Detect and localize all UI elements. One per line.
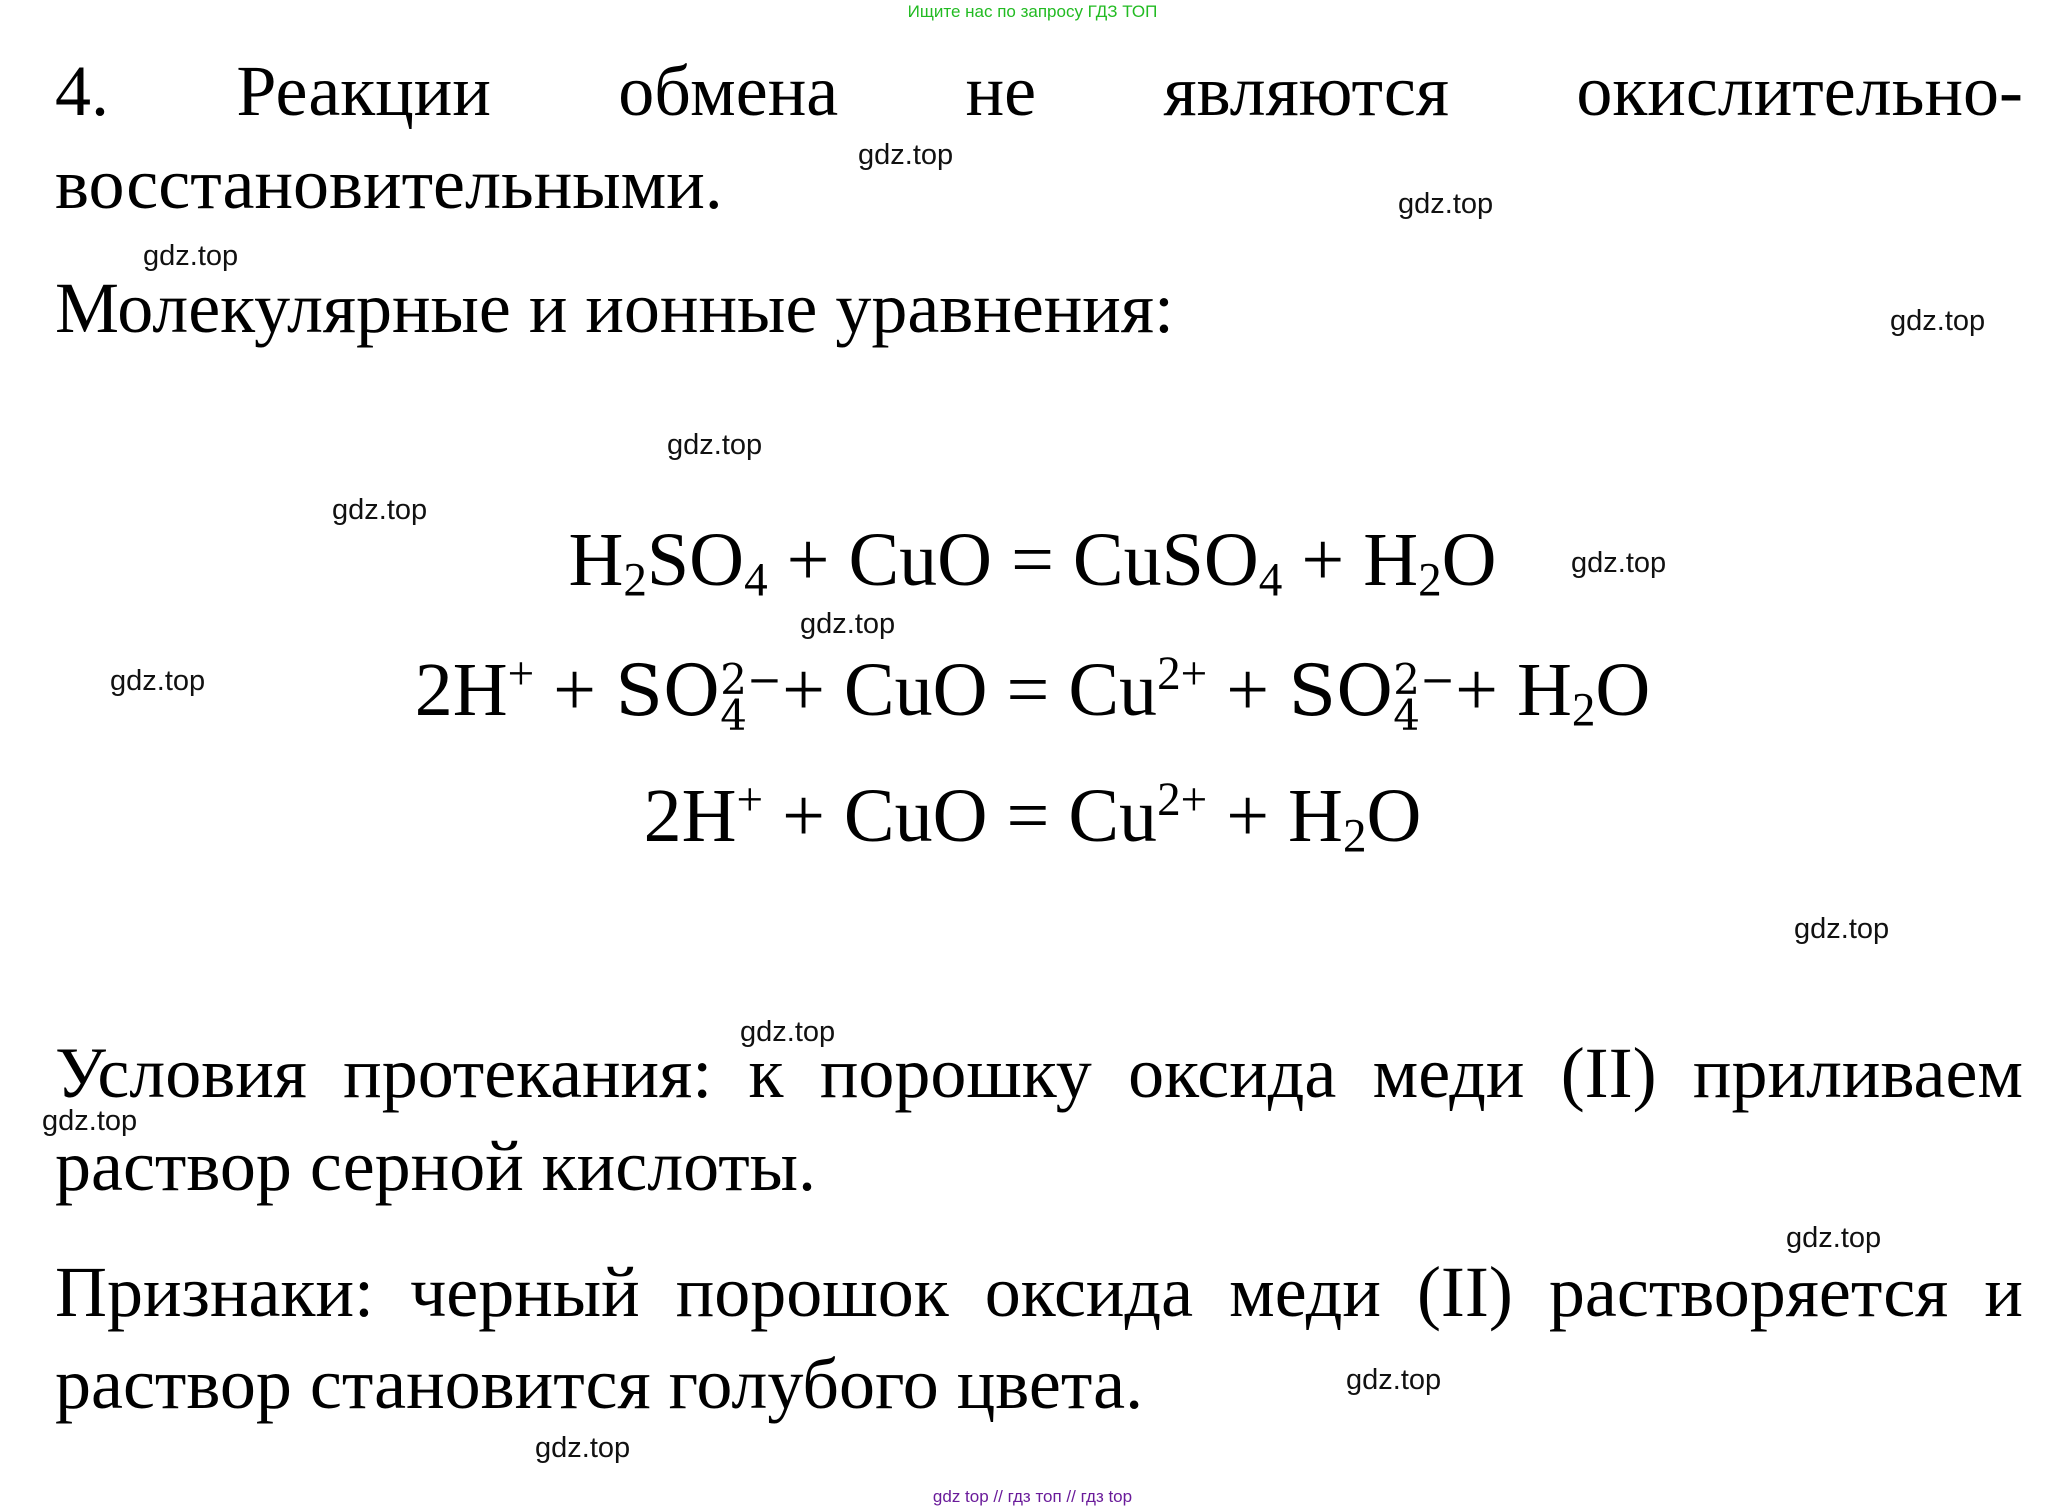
watermark: gdz.top (1890, 305, 1986, 337)
word: порошок (675, 1252, 949, 1332)
watermark: gdz.top (1398, 188, 1494, 220)
conditions-line-2: раствор серной кислоты. (55, 1126, 817, 1206)
word: меди (1229, 1252, 1381, 1332)
watermark: gdz.top (667, 429, 763, 461)
word: и (1984, 1252, 2023, 1332)
top-banner: Ищите нас по запросу ГДЗ ТОП (907, 2, 1158, 21)
watermark: gdz.top (110, 665, 206, 697)
word: Реакции (236, 51, 491, 131)
word: (II) (1416, 1252, 1513, 1332)
word: являются (1163, 51, 1449, 131)
word: (II) (1560, 1033, 1657, 1113)
watermark: gdz.top (535, 1432, 631, 1464)
word: к (748, 1033, 784, 1113)
watermark: gdz.top (332, 494, 428, 526)
word: оксида (984, 1252, 1194, 1332)
watermark: gdz.top (1794, 913, 1890, 945)
sulfate-ion: SO 2− 4 (1288, 651, 1456, 740)
word: порошку (819, 1033, 1092, 1113)
word: обмена (618, 51, 839, 131)
watermark: gdz.top (1346, 1364, 1442, 1396)
watermark: gdz.top (1571, 547, 1667, 579)
conditions-line-1 (55, 1033, 2023, 1113)
heading-line-1 (55, 51, 2023, 131)
watermark: gdz.top (1786, 1222, 1882, 1254)
equation-molecular: $H_2SO_4$ + CuO = CuSO$_4$ + $H_2O$ (568, 518, 1497, 607)
word: Условия (55, 1033, 307, 1113)
bottom-banner: gdz top // гдз топ // гдз top (932, 1487, 1133, 1506)
word: окислительно- (1576, 51, 2023, 131)
word: приливаем (1692, 1033, 2023, 1113)
sulfate-ion: SO 2− 4 (615, 651, 783, 740)
watermark: gdz.top (740, 1016, 836, 1048)
equation-full-ionic: 2H+ + SO 2− 4 + CuO = $Cu^{2+}$ + SO 2− 4 + $H_2O$ (414, 648, 1651, 740)
word: Признаки: (55, 1252, 374, 1332)
watermark: gdz.top (858, 139, 954, 171)
signs-line-1 (55, 1252, 2023, 1332)
watermark: gdz.top (800, 608, 896, 640)
signs-line-2: раствор становится голубого цвета. (55, 1344, 1144, 1424)
word: меди (1372, 1033, 1525, 1113)
subheading: Молекулярные и ионные уравнения: (55, 268, 1174, 348)
watermark: gdz.top (42, 1105, 138, 1137)
watermark: gdz.top (143, 240, 239, 272)
equation-short-ionic: 2H+ + CuO = $Cu^{2+} + H_2O$ (643, 774, 1422, 863)
word: черный (410, 1252, 640, 1332)
word: 4. (55, 51, 109, 131)
heading-line-2: восстановительными. (55, 144, 723, 224)
word: протекания: (343, 1033, 713, 1113)
word: не (965, 51, 1037, 131)
word: растворяется (1548, 1252, 1949, 1332)
word: оксида (1128, 1033, 1337, 1113)
